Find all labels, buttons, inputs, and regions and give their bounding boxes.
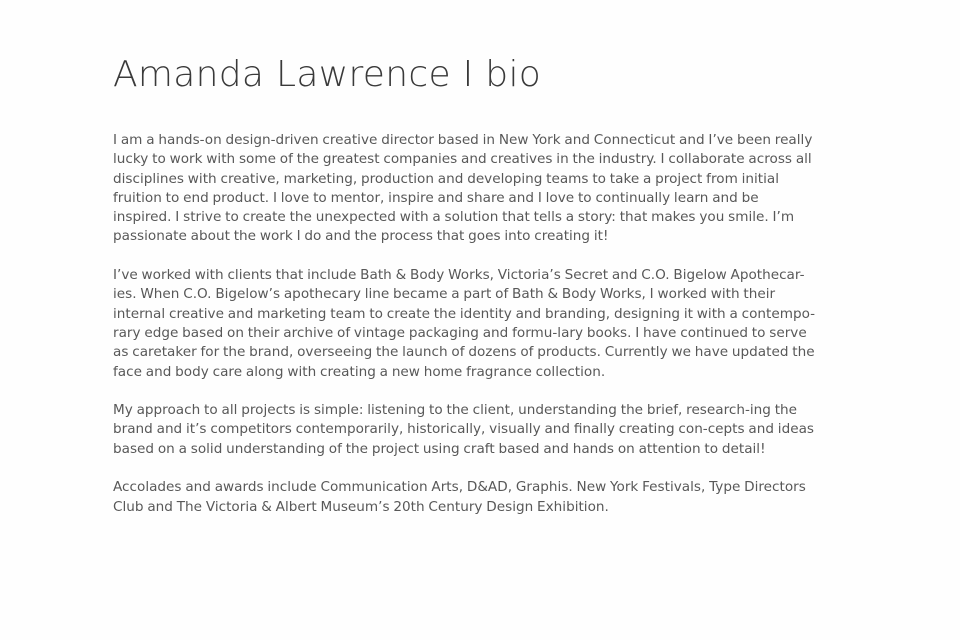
text-line: disciplines with creative, marketing, production and developing teams to take a project from initial [113, 170, 780, 187]
bio-body [113, 131, 923, 536]
text-line: fruition to end product. I love to mentor, inspire and share and I love to continually learn and be [113, 189, 759, 206]
text-line: internal creative and marketing team to create the identity and branding, designing it with a contempo- [113, 305, 816, 322]
text-line: brand and it’s competitors contemporarily, historically, visually and finally creating con-cepts and ideas [113, 421, 814, 438]
text-line: rary edge based on their archive of vintage packaging and formu-lary books. I have continued to serve [113, 324, 807, 341]
text-line: I am a hands-on design-driven creative director based in New York and Connecticut and I’ve been really [113, 132, 813, 148]
text-line: I’ve worked with clients that include Bath & Body Works, Victoria’s Secret and C.O. Bigelow Apothecar- [113, 267, 805, 284]
bio-paragraph-approach [113, 401, 923, 459]
text-line: ies. When C.O. Bigelow’s apothecary line became a part of Bath & Body Works, I worked with their [113, 286, 776, 303]
text-line: face and body care along with creating a new home fragrance collection. [113, 363, 606, 380]
text-line: passionate about the work I do and the process that goes into creating it! [113, 228, 609, 245]
text-line: My approach to all projects is simple: listening to the client, understanding the brief, research-ing the [113, 402, 798, 419]
bio-paragraph-clients [113, 266, 923, 382]
bio-paragraph-awards [113, 478, 923, 517]
text-line: based on a solid understanding of the project using craft based and hands on attention to detail! [113, 440, 766, 457]
text-line: Accolades and awards include Communication Arts, D&AD, Graphis. New York Festivals, Type Directors [113, 479, 806, 496]
text-line: lucky to work with some of the greatest companies and creatives in the industry. I collaborate across all [113, 151, 812, 168]
text-line: inspired. I strive to create the unexpected with a solution that tells a story: that makes you smile. I’m [113, 209, 795, 226]
text-line: Club and The Victoria & Albert Museum’s 20th Century Design Exhibition. [113, 498, 609, 515]
page-title: Amanda Lawrence I bio [113, 54, 542, 95]
bio-paragraph-intro [113, 131, 923, 247]
text-line: as caretaker for the brand, overseeing the launch of dozens of products. Currently we have updated the [113, 344, 815, 361]
